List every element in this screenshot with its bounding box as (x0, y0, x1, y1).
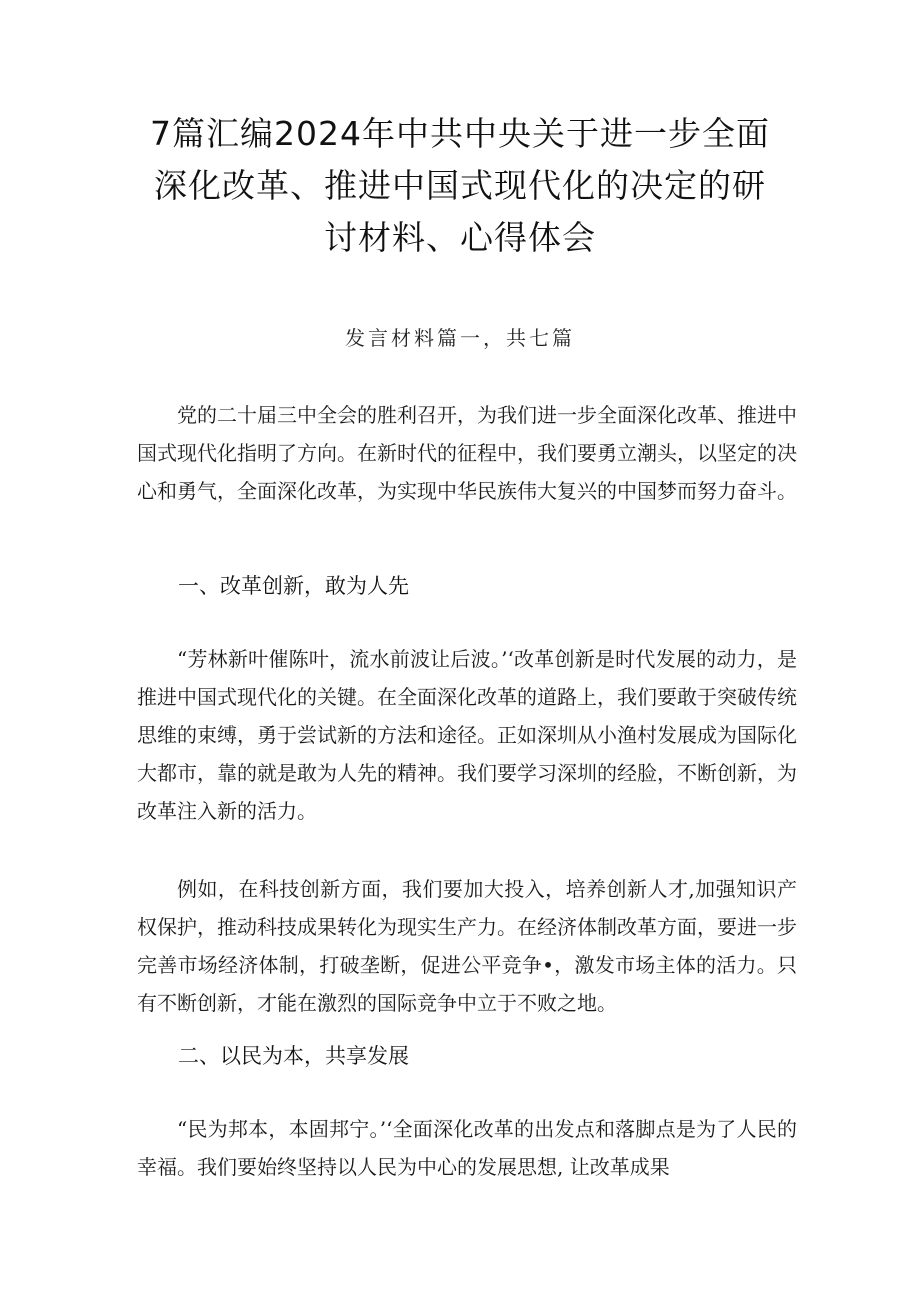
section-1-paragraph-2: 例如，在科技创新方面，我们要加大投入，培养创新人才,加强知识产权保护，推动科技成果转化为现实生产力。在经济体制改革方面，要进一步完善市场经济体制，打破垄断，促进公平竞争•，激发市场主体的活力。只有不断创新，才能在激烈的国际竞争中立于不败之地。 (137, 877, 797, 1015)
document-subtitle: 发言材料篇一，共七篇 (345, 326, 575, 350)
section-1-heading: 一、改革创新，敢为人先 (178, 574, 409, 598)
section-2-paragraph-1: “民为邦本，本固邦宁。’‘全面深化改革的出发点和落脚点是为了人民的幸福。我们要始终坚持以人民为中心的发展思想, 让改革成果 (137, 1117, 797, 1179)
document-title (120, 108, 800, 264)
section-2-heading: 二、以民为本，共享发展 (178, 1044, 409, 1068)
section-1-paragraph-1: “芳林新叶催陈叶，流水前波让后波。’‘改革创新是时代发展的动力，是推进中国式现代化的关键。在全面深化改革的道路上，我们要敢于突破传统思维的束缚，勇于尝试新的方法和途径。正如深圳从小渔村发展成为国际化大都市，靠的就是敢为人先的精神。我们要学习深圳的经脸，不断创新，为改革注入新的活力。 (137, 647, 797, 823)
title-line-3: 讨材料、心得体会 (324, 218, 596, 257)
title-line-2: 深化改革、推进中国式现代化的决定的研 (154, 166, 766, 205)
title-line-1: 7篇汇编2024年中共中央关于进一步全面 (150, 114, 770, 153)
intro-paragraph: 党的二十届三中全会的胜利召开，为我们进一步全面深化改革、推进中国式现代化指明了方向。在新时代的征程中，我们要勇立潮头，以坚定的决心和勇气，全面深化改革，为实现中华民族伟大复兴的中国梦而努力奋斗。 (137, 403, 797, 503)
